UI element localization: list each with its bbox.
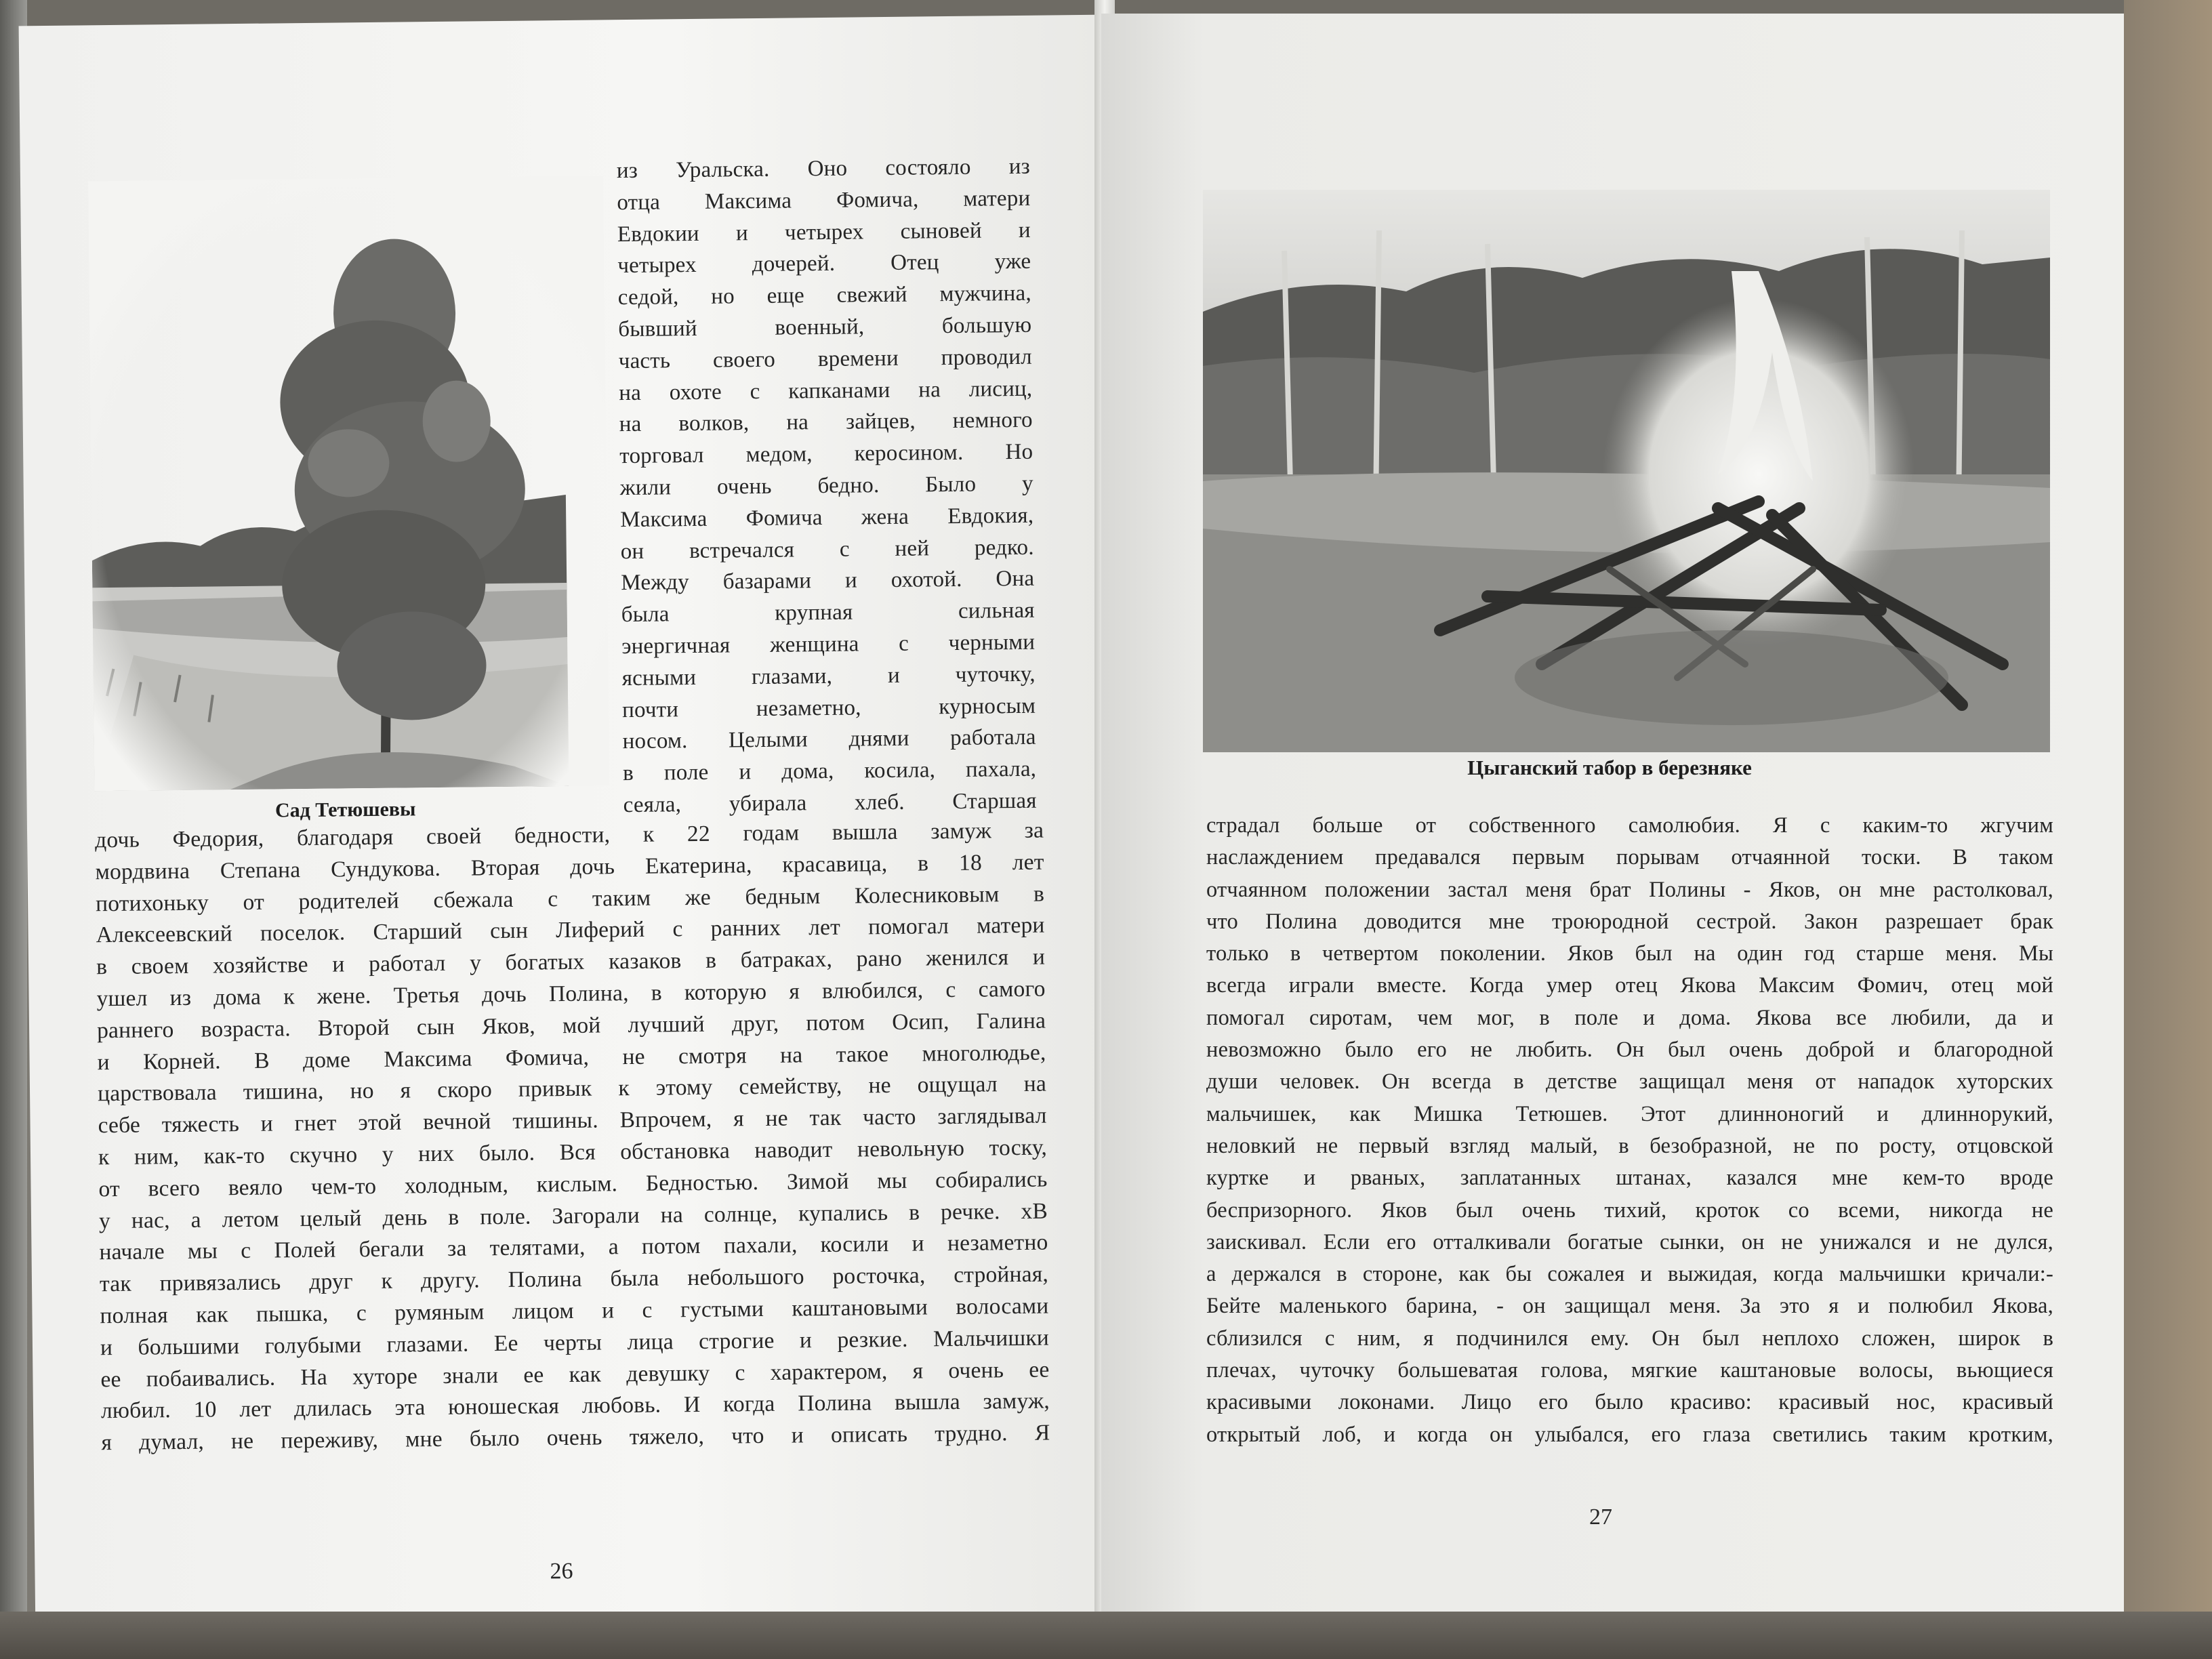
text-line: красивыми локонами. Лицо его было красиво: красивый нос, красивый xyxy=(1206,1390,2053,1415)
text-line: из Уральска. Оно состояло из xyxy=(616,154,1031,184)
tree-image xyxy=(88,176,609,791)
text-line: на волков, на зайцев, немного xyxy=(619,408,1033,437)
text-line: часть своего времени проводил xyxy=(618,344,1032,373)
text-line: куртке и рваных, заплатанных штанах, казался мне кем-то вроде xyxy=(1206,1166,2053,1191)
text-line: я думал, не переживу, мне было очень тяжело, что и описать трудно. Я xyxy=(101,1420,1050,1456)
text-line: что Полина доводится мне троюродной сестрой. Закон разрешает брак xyxy=(1206,909,2053,934)
text-line: Между базарами и охотой. Она xyxy=(621,567,1035,596)
text-line: начале мы с Полей бегали за телятами, а потом пахали, косили и незаметно xyxy=(99,1229,1048,1265)
text-line: он встречался с ней редко. xyxy=(620,535,1034,564)
text-line: только в четвертом поколении. Яков был на один год старше меня. Мы xyxy=(1206,941,2053,966)
text-line: мальчишек, как Мишка Тетюшев. Этот длинноногий и длиннорукий, xyxy=(1206,1101,2053,1126)
text-line: почти незаметно, курносым xyxy=(622,693,1036,722)
page-number: 26 xyxy=(550,1558,573,1584)
text-line: Максима Фомича жена Евдокия, xyxy=(620,503,1034,532)
right-text-column xyxy=(1206,810,2053,1451)
table-edge-right xyxy=(2124,0,2212,1659)
text-line: всегда играли вместе. Когда умер отец Якова Максим Фомич, отец мой xyxy=(1206,973,2053,998)
text-line: седой, но еще свежий мужчина, xyxy=(617,281,1031,310)
text-line: торговал медом, керосином. Но xyxy=(619,439,1033,469)
text-line: отца Максима Фомича, матери xyxy=(617,186,1031,215)
text-line: четырех дочерей. Отец уже xyxy=(617,249,1031,279)
text-line: полная как пышка, с румяным лицом и с густыми каштановыми волосами xyxy=(100,1293,1049,1329)
table-edge-bottom xyxy=(0,1612,2212,1659)
text-line: ее побаивались. На хуторе знали ее как девушку с характером, я очень ее xyxy=(100,1357,1050,1392)
text-line: а держался в стороне, как бы сожалея и выжидая, когда мальчишки кричали:- xyxy=(1206,1262,2053,1287)
text-line: ушел из дома к жене. Третья дочь Полина, в которую я влюбился, с самого xyxy=(96,976,1046,1012)
text-line: царствовала тишина, но я скоро привык к этому семейству, не ощущал на xyxy=(97,1071,1047,1107)
text-line: жили очень бедно. Было у xyxy=(619,471,1033,501)
text-line: бывший военный, большую xyxy=(618,312,1032,342)
text-line: себе тяжесть и гнет этой вечной тишины. Впрочем, я не так часто заглядывал xyxy=(98,1103,1047,1139)
text-line: так привязались друг к другу. Полина была небольшого росточка, стройная, xyxy=(99,1261,1049,1297)
photo-gypsy-camp xyxy=(1203,190,2050,752)
text-line: страдал больше от собственного самолюбия. Я с каким-то жгучим xyxy=(1206,813,2053,838)
text-line: неловкий не первый взгляд малый, в безобразной, не по росту, отцовской xyxy=(1206,1133,2053,1158)
text-line: плечах, чуточку большеватая голова, мягкие каштановые волосы, вьющиеся xyxy=(1206,1358,2053,1383)
right-page xyxy=(1101,14,2125,1613)
text-line: невозможно было его не любить. Он был очень доброй и благородной xyxy=(1206,1038,2053,1063)
text-line: ясными глазами, и чуточку, xyxy=(621,661,1036,691)
text-line: Бейте маленького барина, - он защищал меня. За это я и полюбил Якова, xyxy=(1206,1294,2053,1319)
photo-caption: Цыганский табор в березняке xyxy=(1467,756,1752,779)
text-line: у нас, а летом целый день в поле. Загорали на солнце, купались в речке. хВ xyxy=(98,1198,1048,1233)
campfire-image xyxy=(1203,190,2050,752)
text-line: энергичная женщина с черными xyxy=(621,630,1036,659)
text-line: наслаждением предавался первым порывам отчаянной тоски. В таком xyxy=(1206,845,2053,870)
text-line: раннего возраста. Второй сын Яков, мой лучший друг, потом Осип, Галина xyxy=(96,1008,1046,1044)
text-line: потихоньку от родителей сбежала с таким же бедным Колесниковым в xyxy=(95,881,1045,916)
text-line: души человек. Он всегда в детстве защищал меня от нападок хуторских xyxy=(1206,1069,2053,1094)
text-line: помогал сиротам, чем мог, в поле и дома. Якова все любили, да и xyxy=(1206,1005,2053,1030)
text-line: к ним, как-то скучно у них было. Вся обстановка наводит невольную тоску, xyxy=(98,1134,1048,1170)
text-line: заискивал. Если его отталкивали богатые сынки, он не унижался и не дулся, xyxy=(1206,1229,2053,1254)
page-number: 27 xyxy=(1589,1504,1612,1530)
text-line: сеяла, убирала хлеб. Старшая xyxy=(623,788,1037,818)
text-line: от всего веяло чем-то холодным, кислым. Бедностью. Зимой мы собирались xyxy=(98,1166,1048,1202)
text-line: Евдокии и четырех сыновей и xyxy=(617,218,1031,247)
text-line: сблизился с ним, я подчинился ему. Он был неплохо сложен, широк в xyxy=(1206,1326,2053,1351)
text-line: и Корней. В доме Максима Фомича, не смотря на такое многолюдье, xyxy=(97,1040,1046,1075)
text-line: в своем хозяйстве и работал у богатых казаков в батраках, рано женился и xyxy=(96,944,1046,980)
text-line: в поле и дома, косила, пахала, xyxy=(622,756,1037,786)
text-line: носом. Целыми днями работала xyxy=(622,725,1036,754)
narrow-text-column xyxy=(617,151,1037,821)
text-line: была крупная сильная xyxy=(621,598,1035,628)
text-line: отчаянном положении застал меня брат Полины - Яков, он мне растолковал, xyxy=(1206,877,2053,902)
text-line: мордвина Степана Сундукова. Вторая дочь Екатерина, красавица, в 18 лет xyxy=(95,849,1044,885)
photo-caption: Сад Тетюшевы xyxy=(274,798,416,822)
text-line: любил. 10 лет длилась эта юношеская любовь. И когда Полина вышла замуж, xyxy=(100,1388,1050,1424)
left-page xyxy=(19,15,1113,1639)
text-line: открытый лоб, и когда он улыбался, его глаза светились таким кротким, xyxy=(1206,1422,2053,1447)
photo-garden-tree xyxy=(88,176,609,791)
text-line: на охоте с капканами на лисиц, xyxy=(619,376,1033,405)
text-line: беспризорного. Яков был очень тихий, кроток со всеми, никогда не xyxy=(1206,1197,2053,1223)
wide-text-column xyxy=(95,815,1050,1460)
text-line: дочь Федория, благодаря своей бедности, к 22 годам вышла замуж за xyxy=(94,817,1044,853)
text-line: и большими голубыми глазами. Ее черты лица строгие и резкие. Мальчишки xyxy=(100,1325,1050,1360)
text-line: Алексеевский поселок. Старший сын Лиферий с ранних лет помогал матери xyxy=(96,913,1045,948)
